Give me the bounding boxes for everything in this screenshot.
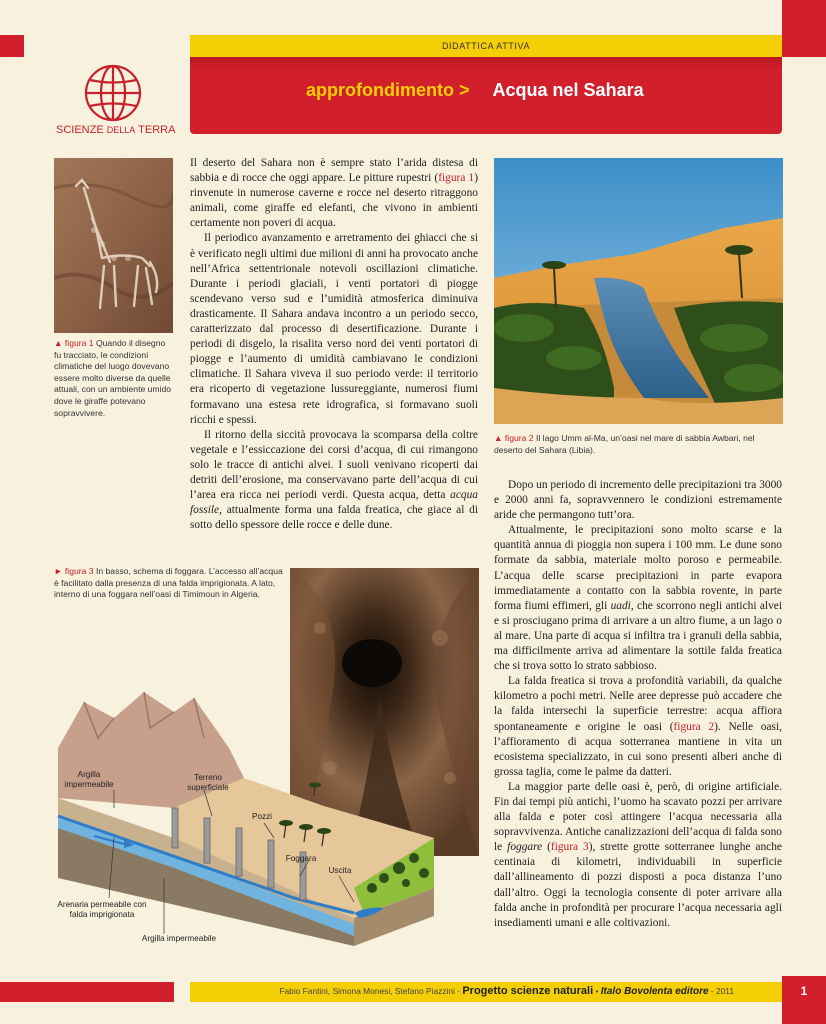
figure-1-caption (54, 338, 172, 419)
fig1-marker: ▲ (54, 338, 63, 348)
figure-2-oasis-photo (494, 158, 783, 424)
fig2-marker: ▲ (494, 433, 503, 443)
footer-year: - 2011 (708, 986, 734, 996)
ref-figura-3[interactable]: figura 3 (550, 841, 589, 854)
col2-paragraph-4: La maggior parte delle oasi è, però, di origine artificiale. Fin dai tempi più antichi, l’uomo ha scavato pozzi per arrivare alla falda e poter così attingere l’acqua necessaria alla sopravvivenza. Antiche canalizzazioni dell’acqua di falda sono le foggare (figura 3), strette grotte sotterranee lunghe anche centinaia di kilometri, individuabili in superficie dall’allineamento di pozzi disposti a poca distanza l’uno dall’altro. Oggi la tecnologia consente di poter arrivare alla falda anche in profondità per procurare l’acqua necessaria agli insediamenti umani e alle coltivazioni. (494, 780, 782, 929)
title-text: Acqua nel Sahara (492, 80, 644, 100)
label-terreno: Terreno superficiale (187, 773, 229, 792)
footer-credits (190, 985, 734, 997)
ref-figura-2[interactable]: figura 2 (673, 720, 715, 733)
fig2-label: figura 2 (504, 433, 534, 443)
top-left-red-bar (0, 35, 24, 57)
label-argilla-bottom: Argilla impermeabile (141, 934, 217, 943)
label-pozzi: Pozzi (251, 812, 273, 821)
col2-paragraph-3: La falda freatica si trova a profondità variabili, da qualche kilometro a pochi metri. Nelle aree depresse può accadere che la falda intersechi la superficie terrestre: acqua affiora spontaneamente e origine le oasi (figura 2). Nelle oasi, l’affioramento di acqua sotterranea mantiene in vita un ecosistema specializzato, in cui sono presenti alberi anche di grossa taglia, come le palme da datteri. (494, 675, 782, 778)
footer-left-red-bar (0, 982, 174, 1002)
title-prefix: approfondimento (306, 80, 454, 100)
fig3-label: figura 3 (64, 566, 94, 576)
top-right-red-bar (782, 0, 826, 57)
figure-3-caption (54, 566, 287, 601)
globe-icon (82, 62, 144, 124)
fig2-text: Il lago Umm al-Ma, un’oasi nel mare di sabbia Awbari, nel deserto del Sahara (Libia). (494, 433, 755, 455)
col1-paragraph-3: Il ritorno della siccità provocava la scomparsa della coltre vegetale e l’essiccazione dei corsi d’acqua, di cui rimangono solo le tracce di antichi alvei. I suoli venivano ricoperti dai detriti dell’erosione, ma conservavano parte dell’acqua di cui l’area era ricca nei periodi verdi. Questa acqua, detta acqua fossile, attualmente forma una falda freatica, che giace al di sotto dello spessore delle rocce e delle dune. (190, 428, 478, 532)
label-uscita: Uscita (328, 866, 352, 875)
page-title (306, 80, 644, 101)
label-arenaria: Arenaria permeabile con falda imprigionata (57, 900, 147, 919)
label-foggara: Foggara (285, 854, 317, 863)
fig1-text: Quando il disegno fu tracciato, le condizioni climatiche del luogo dovevano essere molto diverse da quelle attuali, con un ambiente umido dove le giraffe potevano sopravvivere. (54, 338, 172, 418)
figure-2-caption (494, 433, 784, 456)
footer-publisher: Italo Bovolenta editore (600, 986, 709, 997)
label-argilla-top: Argilla impermeabile (64, 770, 114, 789)
ref-figura-1[interactable]: figura 1 (438, 172, 475, 185)
column-2-text (494, 478, 782, 931)
fig3-marker: ► (54, 566, 63, 576)
logo-word-della: DELLA (106, 125, 136, 135)
figure-1-rock-painting (54, 158, 173, 333)
col2-paragraph-1: Dopo un periodo di incremento delle precipitazioni tra 3000 e 2000 anni fa, sopravvennero le condizioni estremamente aride che permangono tutt’ora. (494, 479, 782, 522)
logo-word-scienze: SCIENZE (56, 124, 104, 136)
col1-paragraph-1: Il deserto del Sahara non è sempre stato l’arida distesa di sabbia e di rocce che oggi appare. Le pitture rupestri (figura 1) rinvenute in numerose caverne e rocce nel deserto ritraggono animali, come giraffe ed elefanti, che vivono in ambienti certamente non poveri di acqua. (190, 157, 478, 230)
fig3-text: In basso, schema di foggara. L’accesso all’acqua è facilitato dalla presenza di una falda imprigionata. A lato, interno di una foggara nell’oasi di Timimoun in Algeria. (54, 566, 283, 600)
footer-authors: Fabio Fantini, Simona Monesi, Stefano Piazzini - (279, 986, 463, 996)
footer-project: Progetto scienze naturali (462, 985, 594, 997)
fig1-label: figura 1 (64, 338, 94, 348)
page-number: 1 (800, 984, 808, 998)
col1-paragraph-2: Il periodico avanzamento e arretramento dei ghiacci che si è verificato negli ultimi due milioni di anni ha provocato anche nell’Africa settentrionale notevoli oscillazioni climatiche. Durante i periodi glaciali, i venti portatori di piogge scendevano verso sud e l’umidità atmosferica diminuiva drasticamente. Il Sahara andava incontro a un periodo secco, caratterizzato dal processo di desertificazione. Durante i periodi di disgelo, la risalita verso nord dei venti portatori di piogge e l’aumento di umidità cambiavano le condizioni climatiche. Il Sahara viveva il suo periodo verde: il territorio era ricoperto di vegetazione lussureggiante, numerosi fiumi formavano una estesa rete idrografica, si formavano suoli ricchi e spessi. (190, 232, 478, 426)
title-band-gradient (190, 57, 782, 69)
logo-text (56, 124, 175, 136)
col2-paragraph-2: Attualmente, le precipitazioni sono molto scarse e la quantità annua di pioggia non supera i 100 mm. Le dune sono formate da sabbia, materiale molto poroso e permeabile. L’acqua delle scarse precipitazioni in parte evapora immediatamente a contatto con la sabbia rovente, in parte forma fiumi effimeri, gli uadi, che scorrono negli antichi alvei e si prosciugano prima di arrivare a un altro fiume, a un lago o al mare. Una parte di acqua si infiltra tra i granuli della sabbia, ma difficilmente arriva ad alimentare la sottile falda freatica che si trova sotto lo strato sabbioso. (494, 524, 782, 673)
column-1-text (190, 156, 478, 533)
title-arrow: > (459, 80, 470, 100)
section-label: DIDATTICA ATTIVA (441, 41, 531, 51)
logo-word-terra: TERRA (138, 124, 176, 136)
footer-sep: • (593, 986, 601, 996)
